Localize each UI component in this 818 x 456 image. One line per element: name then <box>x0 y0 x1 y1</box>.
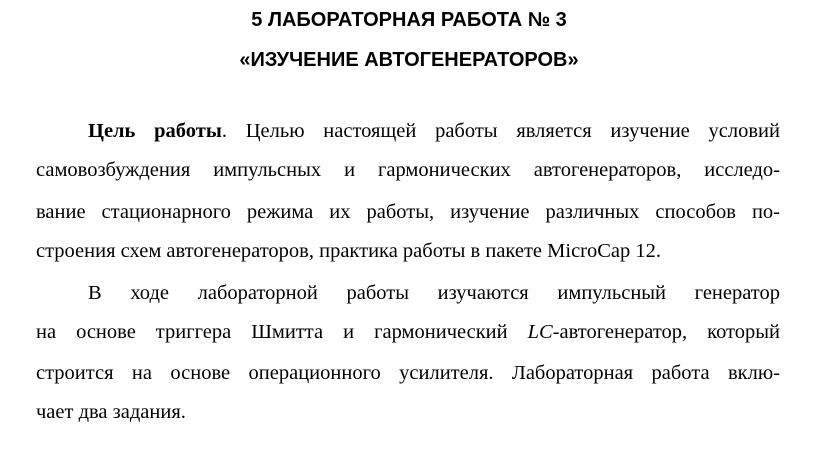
lc-term: LC <box>527 321 553 343</box>
paragraph-2-line-4: чает два задания. <box>36 401 186 423</box>
paragraph-1-line-1-text: . Целью настоящей работы является изучение условий <box>221 120 780 142</box>
paragraph-1-line-2: самовозбуждения импульсных и гармонических автогенераторов, исследо- <box>36 159 780 181</box>
paragraph-2-line-3: строится на основе операционного усилителя. Лабораторная работа вклю- <box>36 362 780 384</box>
paragraph-2-line-2-start: на основе триггера Шмитта и гармонический <box>36 321 528 343</box>
paragraph-1-line-4: строения схем автогенераторов, практика работы в пакете MicroCap 12. <box>36 240 662 262</box>
lab-work-heading: 5 ЛАБОРАТОРНАЯ РАБОТА № 3 <box>251 9 567 31</box>
paragraph-2-line-1: В ходе лабораторной работы изучаются импульсный генератор <box>88 282 780 304</box>
paragraph-2-line-2 <box>36 319 780 345</box>
paragraph-1-line-3: вание стационарного режима их работы, изучение различных способов по- <box>36 201 780 223</box>
paragraph-2-line-2-end: -автогенератор, который <box>552 321 780 343</box>
goal-label: Цель работы <box>88 120 222 142</box>
paragraph-1-line-1 <box>88 118 780 144</box>
lab-work-title: «ИЗУЧЕНИЕ АВТОГЕНЕРАТОРОВ» <box>239 49 579 71</box>
